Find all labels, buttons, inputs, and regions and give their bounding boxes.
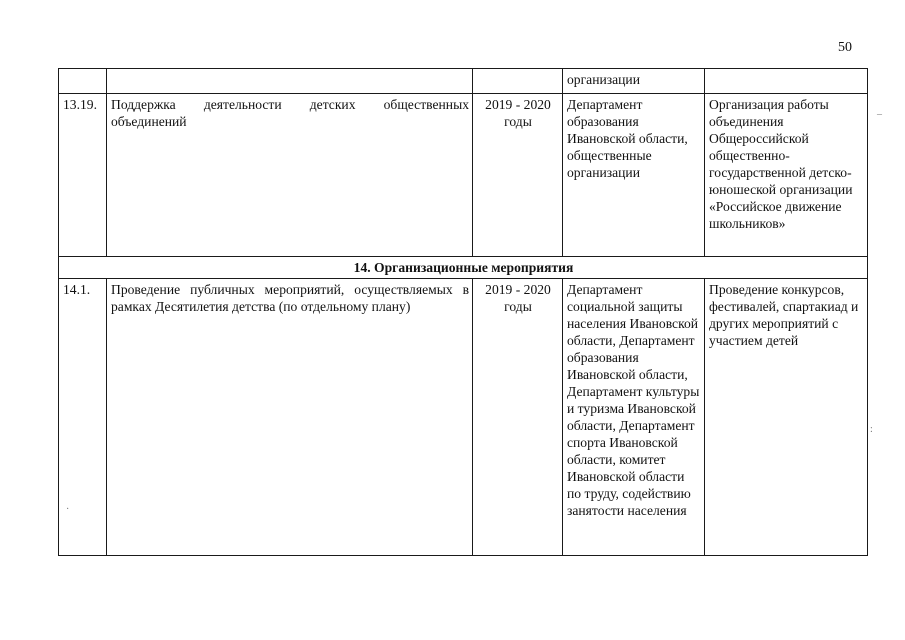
section-header-row [59, 257, 868, 279]
scan-mark: – [877, 109, 882, 120]
cell-executor: Департамент образования Ивановской области, общественные организации [563, 94, 705, 257]
cell-result: Организация работы объединения Общероссийской общественно-государственной детско-юношеской организации «Российское движение школьников» [705, 94, 868, 257]
cell-executor: организации [563, 69, 705, 94]
cell-term: 2019 - 2020 годы [473, 94, 563, 257]
cell-name: Проведение публичных мероприятий, осуществляемых в рамках Десятилетия детства (по отдельному плану) [107, 279, 473, 556]
cell-number: 14.1. [59, 279, 107, 556]
section-title: 14. Организационные мероприятия [59, 257, 868, 279]
page-number: 50 [838, 40, 852, 55]
cell-term [473, 69, 563, 94]
cell-number: 13.19. [59, 94, 107, 257]
cell-number [59, 69, 107, 94]
plan-table [58, 68, 868, 556]
cell-name: Поддержка деятельности детских общественных объединений [107, 94, 473, 257]
cell-result: Проведение конкурсов, фестивалей, спартакиад и других мероприятий с участием детей [705, 279, 868, 556]
cell-result [705, 69, 868, 94]
cell-name [107, 69, 473, 94]
cell-term: 2019 - 2020 годы [473, 279, 563, 556]
table-row [59, 94, 868, 257]
scan-mark: · [66, 504, 70, 515]
table-row-continuation [59, 69, 868, 94]
scan-mark: : [870, 424, 873, 435]
table-row [59, 279, 868, 556]
cell-executor: Департамент социальной защиты населения Ивановской области, Департамент образования Ивановской области, Департамент культуры и туризма Ивановской области, Департамент спорта Ивановской области, комитет Ивановской области по труду, содействию занятости населения [563, 279, 705, 556]
